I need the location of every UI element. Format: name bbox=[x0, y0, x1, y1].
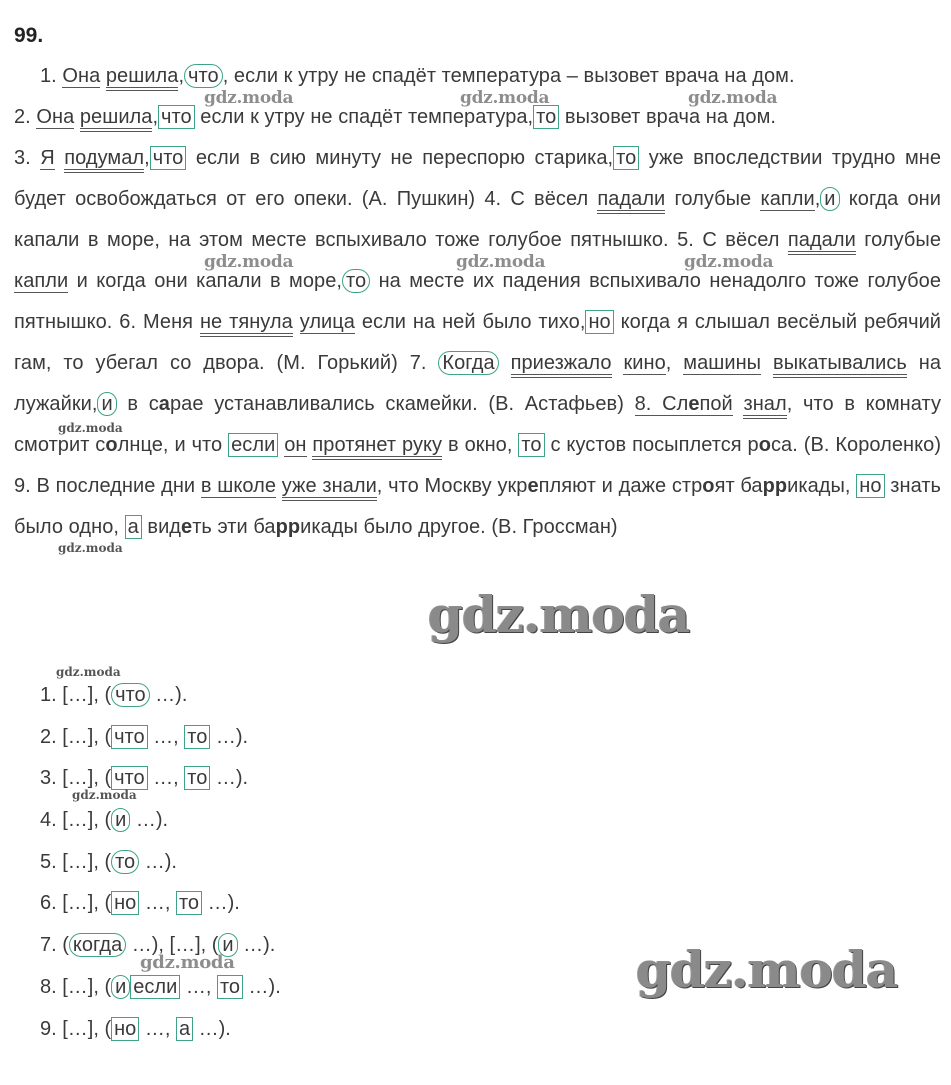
conjunction-box: то bbox=[176, 891, 202, 915]
scheme-2: 2. […], ( что …, то …). bbox=[40, 725, 249, 748]
watermark: gdz.moda bbox=[688, 88, 778, 108]
conjunction-box: но bbox=[111, 891, 139, 915]
conjunction-oval: что bbox=[184, 64, 223, 88]
adverbial: в школе bbox=[200, 475, 277, 497]
predicate: приезжало bbox=[511, 352, 612, 378]
conjunction-box: что bbox=[111, 725, 147, 749]
predicate: протянет руку bbox=[312, 434, 442, 460]
subject: машины bbox=[683, 352, 762, 374]
watermark: gdz.moda bbox=[204, 88, 294, 108]
conjunction-box: то bbox=[184, 725, 210, 749]
subject: Она bbox=[36, 106, 75, 128]
scheme-4: 4. […], ( и …). bbox=[40, 809, 169, 832]
conjunction-box: то bbox=[613, 146, 639, 170]
watermark-large: gdz.moda bbox=[428, 585, 690, 644]
conjunction-box: если bbox=[228, 433, 278, 457]
conjunction-box: то bbox=[217, 975, 243, 999]
scheme-8: 8. […], ( и если …, то …). bbox=[40, 975, 281, 998]
predicate: знал bbox=[743, 393, 786, 419]
watermark: gdz.moda bbox=[140, 952, 235, 973]
sentence-2: 2. Она решила, что если к утру не спадёт температура, то вызовет врача на дом. bbox=[14, 97, 941, 138]
scheme-7: 7. ( когда …), […], ( и …). bbox=[40, 934, 276, 957]
conjunction-box: что bbox=[111, 766, 147, 790]
scheme-1: 1. […], ( что …). bbox=[40, 684, 188, 706]
predicate: подумал bbox=[64, 147, 144, 173]
watermark: gdz.moda bbox=[58, 421, 123, 435]
predicate: не тянула bbox=[200, 311, 293, 337]
watermark-large: gdz.moda bbox=[636, 940, 898, 999]
conjunction-box: но bbox=[111, 1017, 139, 1041]
watermark: gdz.moda bbox=[72, 788, 137, 802]
subject: Она bbox=[62, 65, 101, 87]
predicate: падали bbox=[597, 188, 665, 214]
watermark: gdz.moda bbox=[58, 541, 123, 555]
subject: капли bbox=[14, 270, 69, 292]
conjunction-box: что bbox=[150, 146, 187, 170]
predicate: решила bbox=[80, 106, 153, 132]
conjunction-oval: когда bbox=[69, 933, 126, 957]
watermark: gdz.moda bbox=[456, 252, 546, 272]
subject: 8. bbox=[634, 393, 663, 415]
conjunction-oval: и bbox=[820, 187, 839, 211]
conjunction-oval: то bbox=[111, 850, 139, 874]
conjunction-box: а bbox=[176, 1017, 193, 1041]
watermark: gdz.moda bbox=[204, 252, 294, 272]
subject: кино bbox=[623, 352, 666, 374]
conjunction-oval: и bbox=[218, 933, 237, 957]
conjunction-oval: и bbox=[97, 392, 116, 416]
conjunction-box: а bbox=[125, 515, 142, 539]
conjunction-box: если bbox=[130, 975, 180, 999]
conjunction-box: но bbox=[856, 474, 884, 498]
conjunction-oval: Когда bbox=[438, 351, 498, 375]
predicate: падали bbox=[788, 229, 856, 255]
scheme-9: 9. […], ( но …, а …). bbox=[40, 1017, 231, 1040]
sentence-1: 1. Она решила, что , если к утру не спадёт температура – вызовет врача на дом. bbox=[14, 56, 941, 97]
exercise-text bbox=[14, 56, 941, 548]
scheme-6: 6. […], ( но …, то …). bbox=[40, 892, 240, 915]
sentence-schemes bbox=[40, 675, 281, 1050]
conjunction-box: то bbox=[518, 433, 544, 457]
predicate: уже знали bbox=[282, 475, 377, 501]
watermark: gdz.moda bbox=[684, 252, 774, 272]
conjunction-oval: то bbox=[342, 269, 370, 293]
subject: Слепой bbox=[662, 393, 733, 415]
subject: капли bbox=[760, 188, 815, 210]
predicate: выкатывались bbox=[773, 352, 907, 378]
conjunction-oval: и bbox=[111, 808, 130, 832]
sentences-3-9: 3. Я подумал, что если в сию минуту не переспорю старика, то уже впоследствии трудно мне будет освобождаться от его опеки. (А. Пушкин) 4. С вёсел падали голубые капли, и когда они капали в море, на этом месте вспыхивало тоже голубое пятнышко. 5. С вёсел падали голубые капли и когда они капали в море, то на месте их падения вспыхивало ненадолго тоже голубое пятнышко. 6. Меня не тянула улица если на ней было тихо, но когда я слышал весёлый ребячий гам, то убегал со двора. (М. Горький) 7. Когда приезжало кино, машины выкатывались на лужайки, и в сарае устанавливались скамейки. (В. Астафьев) 8. Слепой знал, что в комнату смотрит солнце, и что если он протянет руку в окно, то с кустов посыплется роса. (В. Короленко) 9. В последние дни в школе уже знали, что Москву укрепляют и даже строят баррикады, но знать было одно, а видеть эти баррикады было другое. (В. Гроссман) bbox=[14, 147, 942, 538]
scheme-3: 3. […], ( что …, то …). bbox=[40, 767, 249, 790]
subject: улица bbox=[299, 311, 355, 333]
conjunction-oval: что bbox=[111, 683, 149, 707]
conjunction-box: но bbox=[585, 310, 613, 334]
subject: он bbox=[284, 434, 307, 456]
conjunction-box: то bbox=[533, 105, 559, 129]
watermark: gdz.moda bbox=[460, 88, 550, 108]
subject: Я bbox=[40, 147, 55, 169]
conjunction-box: то bbox=[184, 766, 210, 790]
watermark: gdz.moda bbox=[56, 665, 121, 679]
predicate: решила bbox=[106, 65, 179, 91]
conjunction-oval: и bbox=[111, 975, 130, 999]
conjunction-box: что bbox=[158, 105, 195, 129]
exercise-number: 99. bbox=[14, 24, 44, 47]
scheme-5: 5. […], ( то …). bbox=[40, 850, 177, 873]
